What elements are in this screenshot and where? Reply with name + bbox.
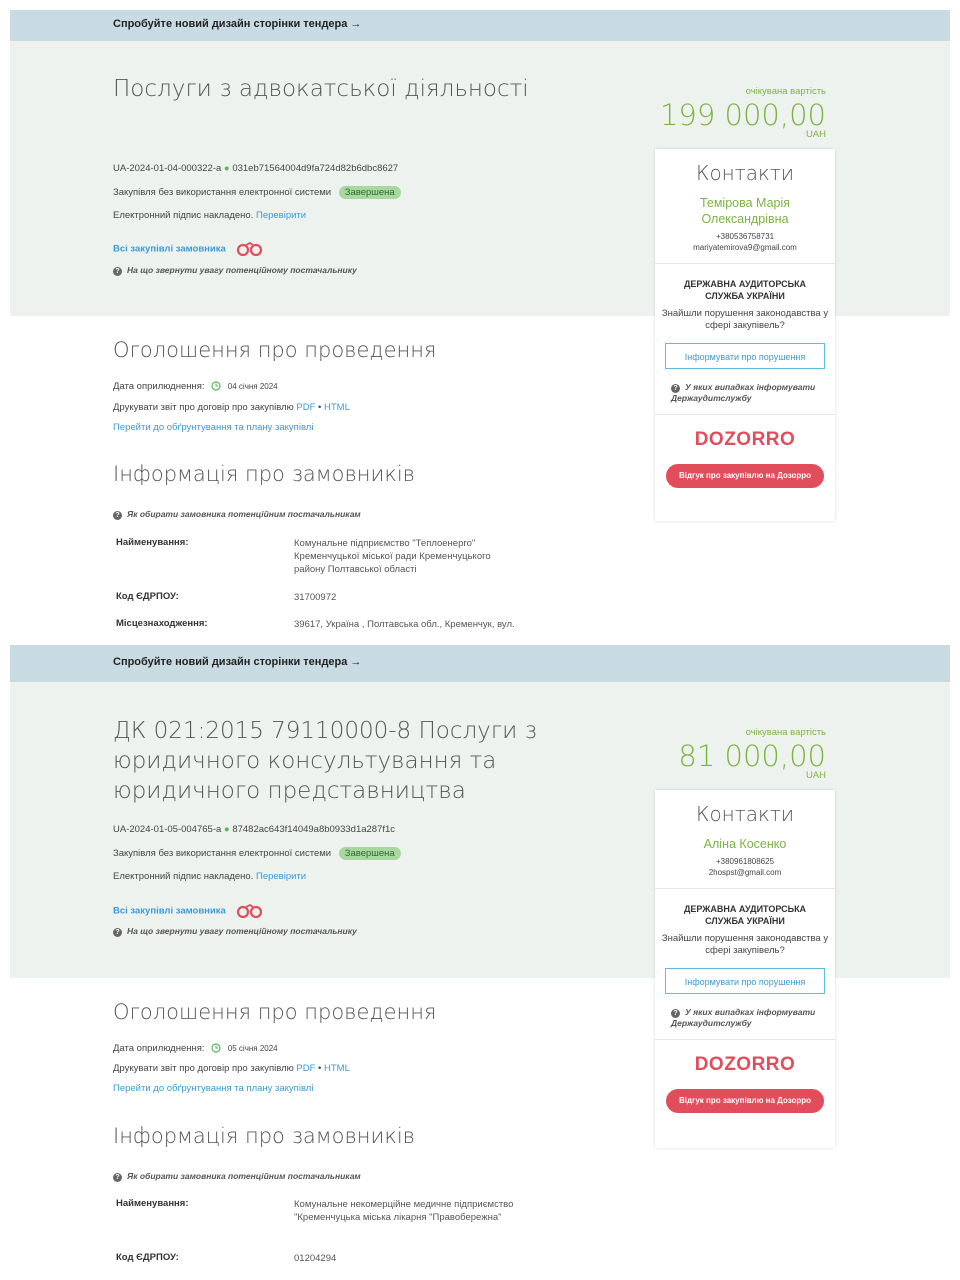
contacts-card (655, 149, 835, 521)
print-report-line (113, 1063, 350, 1074)
verify-signature-link[interactable]: Перевірити (255, 210, 307, 221)
currency-label: UAH (805, 129, 826, 140)
tender-hash: 031eb71564004d9fa724d82b6dbc8627 (232, 163, 399, 174)
new-design-banner[interactable] (10, 10, 950, 41)
question-circle-icon: ? (671, 1009, 680, 1018)
when-to-inform-note[interactable]: ? У яких випадках інформувати Держаудитслужбу (671, 1007, 816, 1028)
separator-dot-icon: ● (223, 824, 230, 835)
customer-name-value: Комунальне некомерційне медичне підприємство "Кременчуцька міська лікарня "Правобережна" (294, 1199, 514, 1223)
tender-title-line-3: юридичного представництва (113, 778, 466, 804)
all-purchases-link[interactable]: Всі закупівлі замовника (113, 905, 226, 917)
dasu-title: ДЕРЖАВНА АУДИТОРСЬКА СЛУЖБА УКРАЇНИ (683, 904, 807, 926)
contact-phone: +380961808625 (715, 857, 775, 866)
question-circle-icon: ? (113, 1173, 122, 1182)
plan-link[interactable]: Перейти до обґрунтування та плану закупівлі (113, 1083, 314, 1094)
question-circle-icon: ? (671, 384, 680, 393)
new-design-banner[interactable] (10, 645, 950, 682)
dozorro-logo: DOZORRO (694, 429, 796, 450)
separator-dot-icon: • (318, 1063, 322, 1074)
binoculars-icon (236, 244, 264, 255)
publish-date-value: 04 січня 2024 (227, 382, 278, 391)
expected-cost-value: 81 000,00 (678, 739, 826, 773)
print-pdf-link[interactable]: PDF (296, 1063, 316, 1074)
customer-name-value: Комунальне підприємство "Теплоенерго" Кременчуцької міської ради Кременчуцького району Полтавської області (294, 538, 491, 575)
signature-line (113, 210, 306, 221)
dasu-question: Знайшли порушення законодавства у сфері закупівель? (661, 933, 829, 956)
contacts-title: Контакти (695, 161, 795, 185)
binoculars-icon (236, 906, 264, 917)
print-report-label: Друкувати звіт про договір про закупівлю (113, 1063, 294, 1074)
publish-date-label: Дата оприлюднення: (113, 1043, 205, 1054)
tender-id: UA-2024-01-04-000322-a (113, 163, 222, 174)
status-badge: Завершена (339, 847, 401, 860)
all-purchases-line (113, 242, 264, 256)
customers-title: Інформація про замовників (113, 462, 415, 486)
procurement-type: Закупівля без використання електронної системи (113, 848, 332, 859)
customer-note[interactable]: ? Як обирати замовника потенційним постачальникам (113, 509, 361, 520)
tender-title: Послуги з адвокатської діяльності (113, 76, 529, 102)
announcement-title: Оголошення про проведення (113, 1000, 437, 1024)
customer-note[interactable]: ? Як обирати замовника потенційним постачальникам (113, 1171, 361, 1182)
tender-title-line-2: юридичного консультування та (113, 748, 497, 774)
signature-text: Електронний підпис накладено. (113, 871, 254, 882)
tender-id-line (113, 163, 398, 174)
location-value: 39617, Україна , Полтавська обл., Кременчук, вул. (294, 619, 515, 630)
customers-title: Інформація про замовників (113, 1124, 415, 1148)
edrpou-label: Код ЄДРПОУ: (116, 1252, 179, 1263)
print-pdf-link[interactable]: PDF (296, 402, 316, 413)
report-violation-button[interactable]: Інформувати про порушення (665, 343, 825, 369)
clock-icon (211, 1043, 224, 1054)
print-report-label: Друкувати звіт про договір про закупівлю (113, 402, 294, 413)
customer-name-label: Найменування: (116, 537, 189, 548)
divider (655, 414, 835, 415)
contacts-title: Контакти (695, 802, 795, 826)
edrpou-value: 01204294 (294, 1253, 337, 1264)
print-html-link[interactable]: HTML (324, 1063, 350, 1074)
procurement-type-line (113, 187, 401, 198)
customer-name-label: Найменування: (116, 1198, 189, 1209)
all-purchases-link[interactable]: Всі закупівлі замовника (113, 243, 226, 255)
when-to-inform-note[interactable]: ? У яких випадках інформувати Держаудитслужбу (671, 382, 816, 403)
print-html-link[interactable]: HTML (324, 402, 350, 413)
separator-dot-icon: • (318, 402, 322, 413)
contact-person: Темірова Марія Олександрівна (699, 196, 791, 226)
contact-email[interactable]: 2hospst@gmail.com (708, 868, 782, 877)
contacts-card (655, 790, 835, 1148)
question-circle-icon: ? (113, 928, 122, 937)
expected-cost-label: очікувана вартість (745, 727, 826, 738)
question-circle-icon: ? (113, 511, 122, 520)
supplier-note[interactable]: ? На що звернути увагу потенційному постачальнику (113, 265, 357, 276)
status-badge: Завершена (339, 186, 401, 199)
clock-icon (211, 381, 224, 392)
supplier-note[interactable]: ? На що звернути увагу потенційному постачальнику (113, 926, 357, 937)
verify-signature-link[interactable]: Перевірити (255, 871, 307, 882)
dozorro-logo: DOZORRO (694, 1054, 796, 1075)
procurement-type: Закупівля без використання електронної системи (113, 187, 332, 198)
tender-id-line (113, 824, 395, 835)
tender-panel-2 (0, 642, 960, 1280)
dozorro-review-button[interactable]: Відгук про закупівлю на Дозорро (666, 1089, 824, 1113)
edrpou-value: 31700972 (294, 592, 337, 603)
question-circle-icon: ? (113, 267, 122, 276)
divider (655, 263, 835, 264)
expected-cost-label: очікувана вартість (745, 86, 826, 97)
tender-id: UA-2024-01-05-004765-a (113, 824, 222, 835)
dasu-question: Знайшли порушення законодавства у сфері закупівель? (661, 308, 829, 331)
publish-date-label: Дата оприлюднення: (113, 381, 205, 392)
contact-email[interactable]: mariyatemirova9@gmail.com (693, 243, 797, 252)
new-design-link[interactable]: Спробуйте новий дизайн сторінки тендера → (113, 656, 362, 668)
procurement-type-line (113, 848, 401, 859)
announcement-title: Оголошення про проведення (113, 338, 437, 362)
publish-date-line (113, 1043, 278, 1054)
signature-text: Електронний підпис накладено. (113, 210, 254, 221)
tender-title-line-1: ДК 021:2015 79110000-8 Послуги з (113, 718, 537, 744)
publish-date-value: 05 січня 2024 (227, 1044, 278, 1053)
currency-label: UAH (805, 770, 826, 781)
dasu-title: ДЕРЖАВНА АУДИТОРСЬКА СЛУЖБА УКРАЇНИ (683, 279, 807, 301)
plan-link[interactable]: Перейти до обґрунтування та плану закупівлі (113, 422, 314, 433)
new-design-link[interactable]: Спробуйте новий дизайн сторінки тендера → (113, 18, 362, 30)
expected-cost-value: 199 000,00 (659, 98, 826, 132)
location-label: Місцезнаходження: (116, 618, 208, 629)
report-violation-button[interactable]: Інформувати про порушення (665, 968, 825, 994)
all-purchases-line (113, 904, 264, 918)
print-report-line (113, 402, 350, 413)
contact-person: Аліна Косенко (703, 837, 787, 851)
publish-date-line (113, 381, 278, 392)
edrpou-label: Код ЄДРПОУ: (116, 591, 179, 602)
divider (655, 1039, 835, 1040)
dozorro-review-button[interactable]: Відгук про закупівлю на Дозорро (666, 464, 824, 488)
contact-phone: +380536758731 (715, 232, 775, 241)
divider (655, 888, 835, 889)
signature-line (113, 871, 306, 882)
separator-dot-icon: ● (223, 163, 230, 174)
tender-hash: 87482ac643f14049a8b0933d1a287f1c (232, 824, 396, 835)
